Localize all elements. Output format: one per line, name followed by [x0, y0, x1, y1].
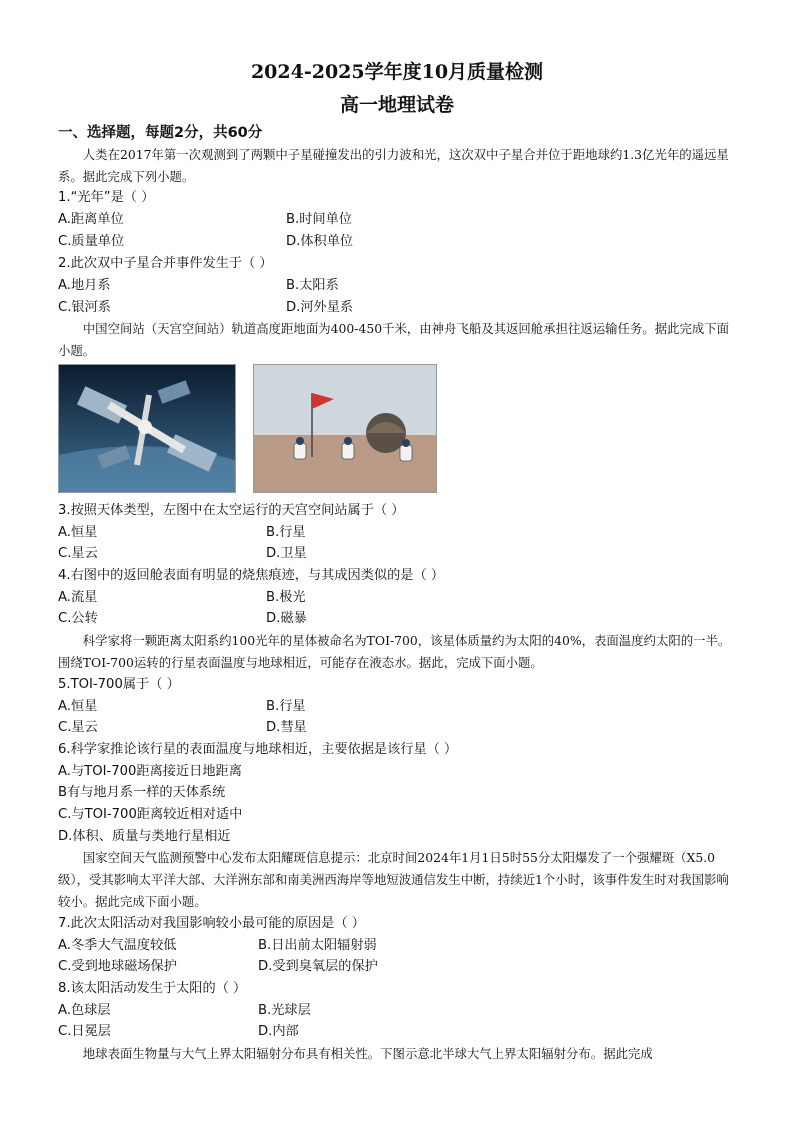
q5-option-b: B.行星	[266, 699, 306, 714]
q6-option-d: D.体积、质量与类地行星相近	[58, 829, 231, 844]
q7-option-d: D.受到臭氧层的保护	[258, 959, 378, 974]
q1-option-a: A.距离单位	[58, 212, 124, 227]
section-heading: 一、选择题，每题2分，共60分	[58, 125, 263, 141]
passage-3: 科学家将一颗距离太阳系约100光年的星体被命名为TOI-700，该星体质量约为太阳的40%，表面温度约太阳的一半。围绕TOI-700运转的行星表面温度与地球相近，可能存在液态水。据此，完成下面小题。	[58, 633, 731, 670]
q2-stem: 2.此次双中子星合并事件发生于（ ）	[58, 256, 273, 271]
passage-2: 中国空间站（天宫空间站）轨道高度距地面为400-450千米，由神舟飞船及其返回舱承担往返运输任务。据此完成下面小题。	[58, 321, 730, 358]
q2-option-a: A.地月系	[58, 278, 111, 293]
q3-option-b: B.行星	[266, 525, 306, 540]
q4-option-c: C.公转	[58, 611, 98, 626]
q7-option-c: C.受到地球磁场保护	[58, 959, 177, 974]
q8-option-d: D.内部	[258, 1024, 299, 1039]
exam-title: 2024-2025学年度10月质量检测	[250, 61, 544, 83]
q4-stem: 4.右图中的返回舱表面有明显的烧焦痕迹，与其成因类似的是（ ）	[58, 568, 445, 583]
q8-option-b: B.光球层	[258, 1003, 311, 1018]
q3-option-d: D.卫星	[266, 546, 307, 561]
q2-option-c: C.银河系	[58, 300, 111, 315]
q2-option-b: B.太阳系	[286, 278, 339, 293]
q5-option-d: D.彗星	[266, 720, 307, 735]
return-capsule-image	[253, 364, 437, 493]
q6-option-a: A.与TOI-700距离接近日地距离	[58, 764, 242, 779]
passage-4: 国家空间天气监测预警中心发布太阳耀斑信息提示：北京时间2024年1月1日5时55分太阳爆发了一个强耀斑（X5.0级），受其影响太平洋大部、大洋洲东部和南美洲西海岸等地短波通信发生中断，持续近1个小时，该事件发生时对我国影响较小。据此完成下面小题。	[58, 850, 729, 909]
q6-option-b: B有与地月系一样的天体系统	[58, 785, 226, 800]
q6-stem: 6.科学家推论该行星的表面温度与地球相近，主要依据是该行星（ ）	[58, 742, 458, 757]
q8-stem: 8.该太阳活动发生于太阳的（ ）	[58, 981, 247, 996]
q3-stem: 3.按照天体类型，左图中在太空运行的天宫空间站属于（ ）	[58, 503, 405, 518]
q7-option-a: A.冬季大气温度较低	[58, 938, 177, 953]
exam-subtitle: 高一地理试卷	[339, 94, 454, 116]
space-station-image	[58, 364, 236, 493]
q8-option-c: C.日冕层	[58, 1024, 111, 1039]
q3-option-c: C.星云	[58, 546, 98, 561]
q5-option-c: C.星云	[58, 720, 98, 735]
q5-option-a: A.恒星	[58, 699, 98, 714]
q7-stem: 7.此次太阳活动对我国影响较小最可能的原因是（ ）	[58, 916, 365, 931]
q3-option-a: A.恒星	[58, 525, 98, 540]
q6-option-c: C.与TOI-700距离较近相对适中	[58, 807, 243, 822]
q4-option-a: A.流星	[58, 590, 98, 605]
q1-option-d: D.体积单位	[286, 234, 354, 249]
q1-option-b: B.时间单位	[286, 212, 352, 227]
q2-option-d: D.河外星系	[286, 300, 354, 315]
passage-5: 地球表面生物量与大气上界太阳辐射分布具有相关性。下图示意北半球大气上界太阳辐射分布。据此完成	[82, 1046, 653, 1061]
q5-stem: 5.TOI-700属于（ ）	[58, 677, 180, 692]
q4-option-d: D.磁暴	[266, 611, 307, 626]
q4-option-b: B.极光	[266, 590, 306, 605]
q8-option-a: A.色球层	[58, 1003, 111, 1018]
q7-option-b: B.日出前太阳辐射弱	[258, 938, 377, 953]
passage-1: 人类在2017年第一次观测到了两颗中子星碰撞发出的引力波和光，这次双中子星合并位于距地球约1.3亿光年的遥远星系。据此完成下列小题。	[58, 147, 729, 184]
q1-stem: 1.“光年”是（ ）	[58, 190, 155, 205]
q1-option-c: C.质量单位	[58, 234, 125, 249]
